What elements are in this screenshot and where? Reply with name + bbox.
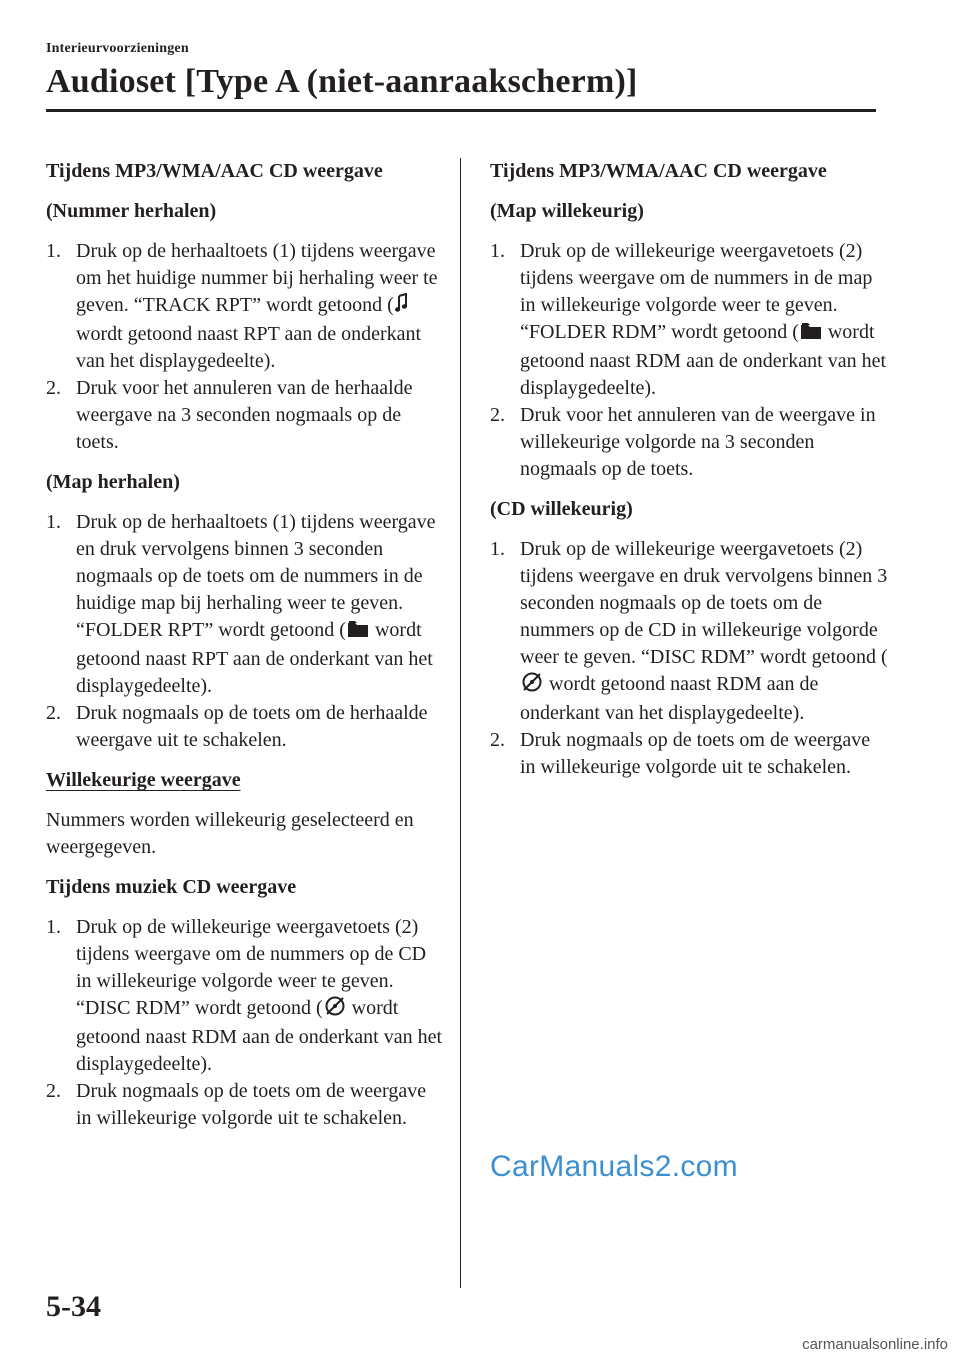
- list-item: [46, 509, 446, 700]
- column-divider: [460, 158, 461, 1288]
- list-item: [490, 238, 890, 402]
- list-item: [490, 727, 890, 781]
- list-item: [46, 1078, 446, 1132]
- right-column: [490, 158, 890, 794]
- folder-repeat-steps: [46, 509, 446, 754]
- title-rule: [46, 109, 876, 112]
- step-number: 1.: [490, 538, 505, 560]
- section-label: Interieurvoorzieningen: [46, 41, 189, 56]
- heading-music-cd: Tijdens muziek CD weergave: [46, 876, 297, 898]
- disc-icon: [324, 996, 346, 1024]
- heading-mp3-random: Tijdens MP3/WMA/AAC CD weergave: [490, 160, 827, 182]
- folder-icon: [800, 321, 822, 348]
- step-number: 1.: [490, 240, 505, 262]
- list-item: [490, 536, 890, 727]
- step-text-after-icon: wordt getoond naast RDM aan de onderkant van het displaygedeelte).: [520, 673, 819, 724]
- step-text: Druk op de willekeurige weergavetoets (2) tijdens weergave en druk vervolgens binnen 3 seconden nogmaals op de toets om de nummers op de CD in willekeurige volgorde weer te geven. “DISC RDM” wordt getoond (: [520, 538, 888, 668]
- step-text: Druk voor het annuleren van de herhaalde weergave na 3 seconden nogmaals op de toets.: [76, 377, 413, 453]
- step-text: Druk op de herhaaltoets (1) tijdens weergave en druk vervolgens binnen 3 seconden nogmaals op de toets om de nummers in de huidige map bij herhaling weer te geven. “FOLDER RPT” wordt getoond (: [76, 511, 436, 641]
- disc-icon: [521, 672, 543, 700]
- step-number: 1.: [46, 511, 61, 533]
- list-item: [46, 914, 446, 1078]
- left-column: [46, 158, 446, 1145]
- section-heading-random: Willekeurige weergave: [46, 769, 241, 791]
- folder-icon: [347, 619, 369, 646]
- step-number: 2.: [46, 377, 61, 399]
- list-item: [490, 402, 890, 483]
- step-text: Druk op de willekeurige weergavetoets (2) tijdens weergave om de nummers in de map in willekeurige volgorde weer te geven. “FOLDER RDM” wordt getoond (: [520, 240, 873, 343]
- subheading-folder-random: (Map willekeurig): [490, 200, 644, 222]
- step-text-after-icon: wordt getoond naast RDM aan de onderkant van het displaygedeelte).: [76, 997, 443, 1075]
- step-number: 1.: [46, 916, 61, 938]
- heading-mp3-repeat: Tijdens MP3/WMA/AAC CD weergave: [46, 160, 383, 182]
- step-text: Druk voor het annuleren van de weergave in willekeurige volgorde na 3 seconden nogmaals op de toets.: [520, 404, 876, 480]
- step-text: Druk nogmaals op de toets om de weergave in willekeurige volgorde uit te schakelen.: [76, 1080, 427, 1129]
- music-note-icon: [395, 293, 408, 321]
- step-number: 2.: [46, 1080, 61, 1102]
- step-number: 2.: [46, 702, 61, 724]
- step-text-after-icon: wordt getoond naast RPT aan de onderkant van het displaygedeelte).: [76, 619, 433, 697]
- step-number: 1.: [46, 240, 61, 262]
- cd-random-steps: [490, 536, 890, 781]
- list-item: [46, 700, 446, 754]
- subheading-cd-random: (CD willekeurig): [490, 498, 633, 520]
- random-intro: Nummers worden willekeurig geselecteerd en weergegeven.: [46, 809, 414, 858]
- step-number: 2.: [490, 404, 505, 426]
- disc-random-steps: [46, 914, 446, 1132]
- subheading-folder-repeat: (Map herhalen): [46, 471, 180, 493]
- page-title: Audioset [Type A (niet-aanraakscherm)]: [46, 63, 638, 100]
- list-item: [46, 375, 446, 456]
- step-text-after-icon: wordt getoond naast RDM aan de onderkant van het displaygedeelte).: [520, 321, 887, 399]
- list-item: [46, 238, 446, 375]
- track-repeat-steps: [46, 238, 446, 456]
- page-number: 5-34: [46, 1290, 101, 1323]
- footer-site: carmanualsonline.info: [802, 1336, 948, 1353]
- step-text: Druk op de herhaaltoets (1) tijdens weergave om het huidige nummer bij herhaling weer te geven. “TRACK RPT” wordt getoond (: [76, 240, 438, 316]
- step-text: Druk nogmaals op de toets om de herhaalde weergave uit te schakelen.: [76, 702, 428, 751]
- step-text: Druk nogmaals op de toets om de weergave in willekeurige volgorde uit te schakelen.: [520, 729, 871, 778]
- step-text: Druk op de willekeurige weergavetoets (2) tijdens weergave om de nummers op de CD in willekeurige volgorde weer te geven. “DISC RDM” wordt getoond (: [76, 916, 427, 1019]
- folder-random-steps: [490, 238, 890, 483]
- step-number: 2.: [490, 729, 505, 751]
- watermark: CarManuals2.com: [490, 1150, 738, 1183]
- page-header: [46, 40, 876, 104]
- step-text-after-icon: wordt getoond naast RPT aan de onderkant van het displaygedeelte).: [76, 323, 422, 372]
- subheading-track-repeat: (Nummer herhalen): [46, 200, 217, 222]
